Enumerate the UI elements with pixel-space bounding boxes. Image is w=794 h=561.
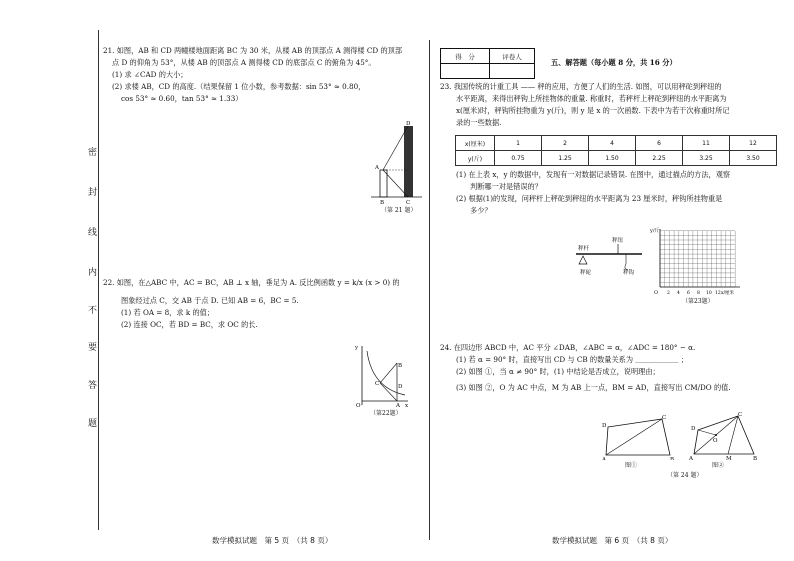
q24-line: 24. 在四边形 ABCD 中，AC 平分 ∠DAB，∠ABC = α，∠ADC = 180° − α.: [440, 343, 696, 352]
figure-caption: （第 24 题）: [667, 472, 703, 479]
grid-tick: 6: [687, 291, 690, 295]
seal-char: 答: [88, 381, 98, 391]
figure-2-label: 图②: [712, 462, 725, 469]
table-cell: y(斤): [456, 151, 495, 166]
table-cell: 11: [683, 136, 730, 151]
score-cell: [441, 64, 490, 79]
fig-label-tuo: 秤砣: [580, 270, 592, 276]
fig-label-c: C: [738, 412, 743, 418]
fig-label-d: D: [398, 384, 403, 390]
q24-line: (3) 如图 ②，O 为 AC 中点，M 为 AB 上一点，BM = AD，直接写出 CM/DO 的值.: [456, 383, 731, 392]
grid-lines: [660, 231, 735, 287]
table-cell: 3.50: [730, 151, 777, 166]
fig-label-c: C: [406, 200, 411, 205]
table-cell: 1: [495, 136, 542, 151]
grid-y-label: y/斤: [650, 228, 660, 234]
fig-label-o: O: [713, 438, 718, 444]
q23-line: 多少？: [470, 206, 492, 215]
q23-line: (1) 在上表 x，y 的数据中，发现有一对数据记录错误. 在图中，通过描点的方法，观察: [456, 170, 731, 179]
grid-tick: 10: [706, 291, 712, 295]
fig-label-x: x: [405, 403, 409, 408]
seal-line: [98, 30, 99, 530]
fig-label-c: C: [375, 381, 380, 387]
q21-line: (2) 求楼 AB，CD 的高度.（结果保留 1 位小数，参考数据：sin 53° ≈ 0.80，: [112, 82, 366, 91]
fig-label-a: A: [689, 456, 693, 460]
q24-line: (2) 如图 ①，当 α ≠ 90° 时，(1) 中结论是否成立，说明理由；: [456, 367, 660, 376]
fig-label-m: M: [726, 456, 732, 460]
q23-line: 判断哪一对是错误的？: [470, 182, 542, 191]
score-table: [440, 48, 535, 79]
table-cell: 12: [730, 136, 777, 151]
seal-char: 线: [88, 228, 98, 238]
grid-tick: 4: [677, 291, 680, 295]
q21-line: 21. 如图，AB 和 CD 两幢楼地面距离 BC 为 30 米，从楼 AB 的顶部点 A 测得楼 CD 的顶部: [103, 46, 403, 55]
page-footer-right: 数学模拟试题 第 6 页 （共 8 页）: [552, 536, 673, 545]
seal-char: 题: [88, 419, 98, 429]
fig-label-gou: 秤钩: [623, 270, 635, 276]
q22-line: (2) 连接 OC，若 BD = BC，求 OC 的长.: [121, 320, 258, 329]
grid-tick: 12: [715, 291, 721, 295]
grader-cell: [490, 64, 535, 79]
seal-char: 内: [88, 268, 98, 278]
q23-line: 录的一些数据.: [456, 118, 502, 127]
q23-line: (2) 根据(1)的发现，问秤杆上秤砣到秤纽的水平距离为 23 厘米时，秤钩所挂物重是: [456, 194, 723, 203]
q22-line: (1) 若 OA = 8，求 k 的值；: [121, 308, 215, 317]
q22-figure: [350, 343, 410, 408]
fig-label-a: A: [375, 165, 379, 171]
figure-caption: （第 21 题）: [381, 207, 417, 214]
fig-label-b: B: [753, 456, 758, 460]
figure-1: [600, 415, 680, 460]
page-divider: [429, 40, 430, 540]
grid-x-label: x/厘米: [721, 291, 735, 295]
section-heading: 五、解答题（每小题 8 分，共 16 分）: [551, 58, 677, 67]
fig-label-d: D: [691, 426, 696, 432]
seal-char: 密: [88, 148, 98, 158]
q21-line: (1) 求 ∠CAD 的大小；: [112, 70, 188, 79]
fig-label-b: B: [398, 363, 403, 369]
figure-caption: （第22题）: [370, 410, 402, 417]
figure-1-label: 图①: [625, 462, 638, 469]
q21-figure: [366, 120, 426, 205]
coordinate-grid: [650, 225, 745, 295]
grader-header: 评卷人: [490, 49, 535, 64]
q23-line: 水平距离，来得出秤钩上所挂物体的重量. 称重时，若秤杆上秤砣到秤纽的水平距离为: [456, 94, 727, 103]
fig-label-c: C: [662, 415, 667, 421]
table-cell: 6: [636, 136, 683, 151]
q23-line: 23. 我国传统的计重工具 —— 秤的应用，方便了人们的生活. 如图，可以用秤砣到秤纽的: [440, 82, 722, 91]
fig-label-a: A: [396, 403, 400, 408]
grid-tick: 8: [697, 291, 700, 295]
scale-figure: [568, 232, 648, 277]
q22-line: 图象经过点 C，交 AB 于点 D. 已知 AB = 6，BC = 5.: [121, 296, 299, 305]
grid-origin: O: [654, 290, 659, 295]
fig-label-b: B: [670, 457, 675, 460]
figure-caption: （第23题）: [682, 298, 714, 305]
score-header: 得 分: [441, 49, 490, 64]
fig-label-niu: 秤纽: [612, 238, 624, 244]
table-cell: x(厘米): [456, 136, 495, 151]
fig-label-a: A: [602, 457, 606, 460]
table-cell: 1.25: [542, 151, 589, 166]
fig-label-o: O: [356, 403, 361, 408]
seal-char: 封: [88, 188, 98, 198]
table-cell: 3.25: [683, 151, 730, 166]
table-cell: 2: [542, 136, 589, 151]
table-cell: 4: [589, 136, 636, 151]
fig-label-d: D: [602, 423, 607, 429]
q23-line: x(厘米)时，秤钩所挂物重为 y(斤)，则 y 是 x 的一次函数. 下表中为若干次称重时所记: [456, 106, 730, 115]
grid-tick: 2: [667, 291, 670, 295]
seal-char: 要: [88, 343, 98, 353]
table-cell: 2.25: [636, 151, 683, 166]
table-cell: 1.50: [589, 151, 636, 166]
q21-line: cos 53° ≈ 0.60，tan 53° ≈ 1.33）: [121, 94, 243, 103]
figure-2: [688, 412, 760, 460]
q22-line: 22. 如图，在△ABC 中，AC = BC，AB ⊥ x 轴，垂足为 A. 反比例函数 y = k/x (x > 0) 的: [103, 278, 400, 287]
data-table: [455, 135, 777, 166]
page-footer-left: 数学模拟试题 第 5 页 （共 8 页）: [212, 536, 333, 545]
fig-label-d: D: [406, 121, 411, 127]
fig-label-gan: 秤杆: [578, 246, 590, 252]
q24-line: (1) 若 α = 90° 时，直接写出 CD 与 CB 的数量关系为 ＿＿＿＿＿＿ ；: [456, 355, 688, 364]
fig-label-b: B: [380, 200, 385, 205]
table-cell: 0.75: [495, 151, 542, 166]
table-row: [456, 151, 777, 166]
seal-char: 不: [88, 306, 98, 316]
q21-line: 点 D 的仰角为 53°，从楼 AB 的顶部点 A 测得楼 CD 的底部点 C 的俯角为 45°。: [112, 58, 376, 67]
fig-label-y: y: [355, 345, 359, 351]
table-row: [456, 136, 777, 151]
